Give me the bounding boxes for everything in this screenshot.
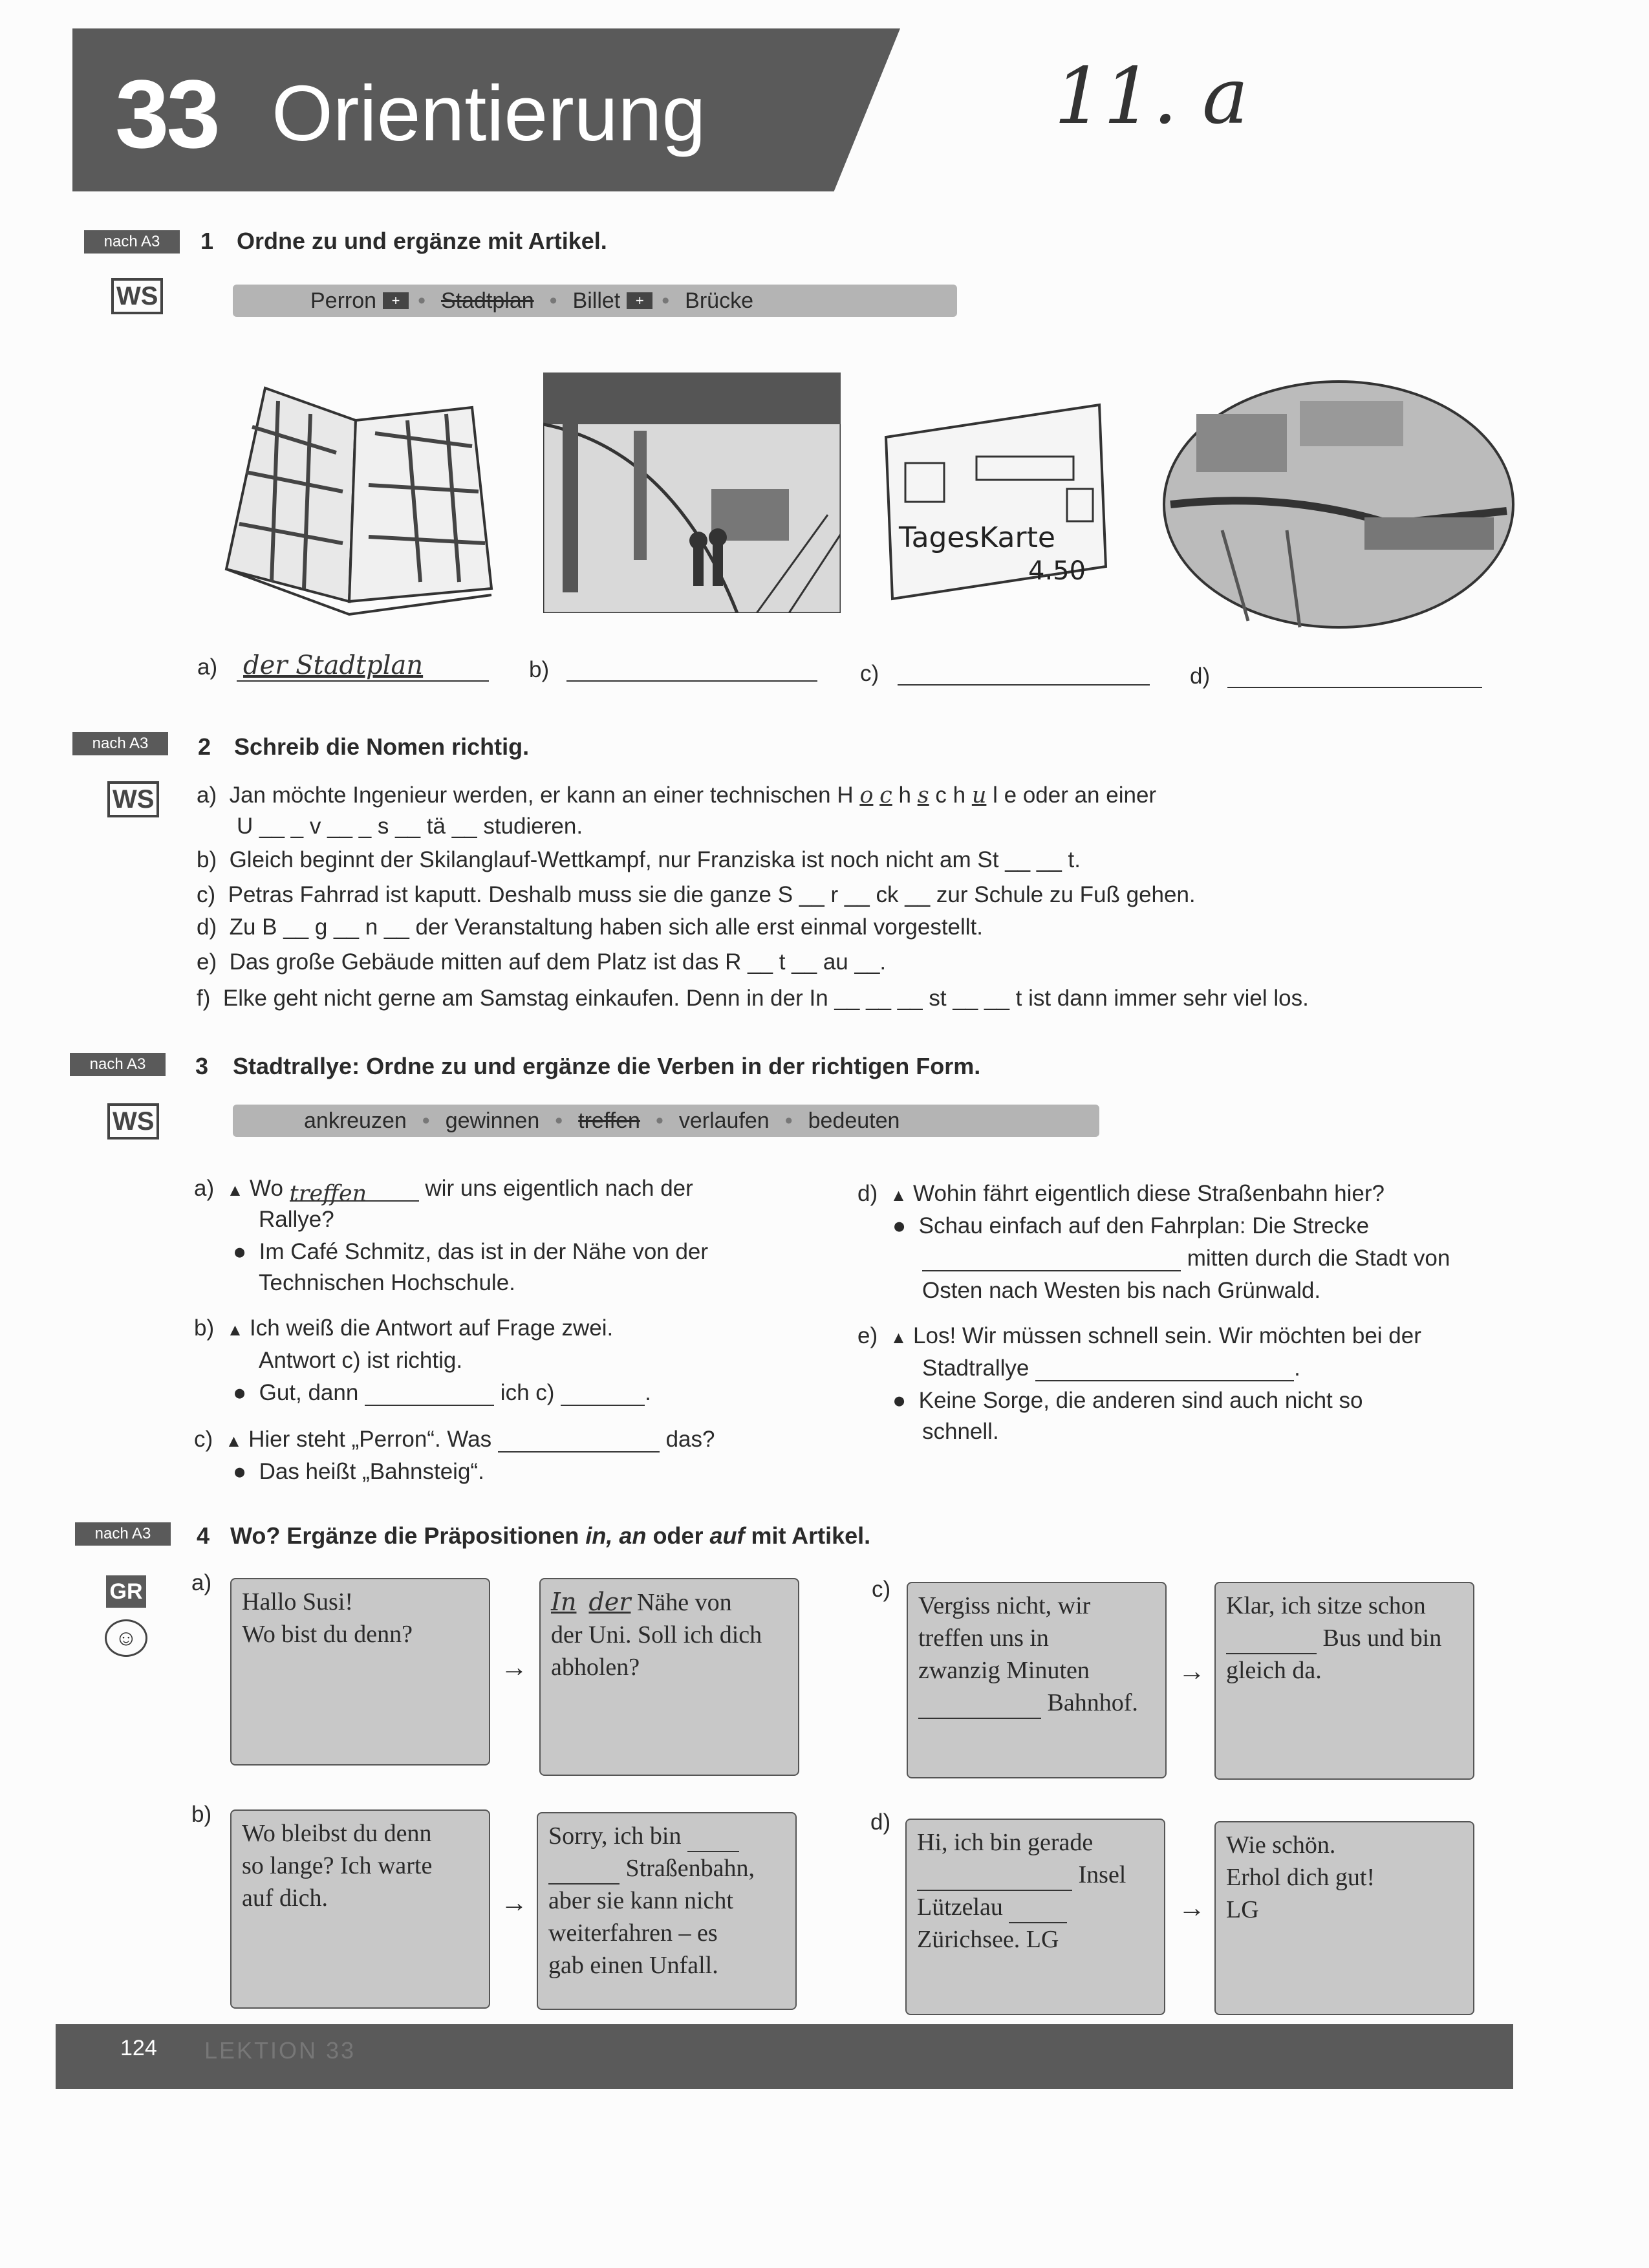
answer-label-c: c) bbox=[860, 661, 879, 686]
card-label-b: b) bbox=[191, 1802, 212, 1827]
dialog-b-question2: Antwort c) ist richtig. bbox=[259, 1348, 463, 1373]
exercise-instruction: Schreib die Nomen richtig. bbox=[234, 733, 530, 760]
exercise-number: 1 bbox=[200, 228, 214, 254]
answer-label-d: d) bbox=[1190, 664, 1211, 689]
day-ticket-illustration bbox=[879, 398, 1112, 612]
word-bar: ankreuzen • gewinnen • treffen • verlaufen • bedeuten bbox=[233, 1105, 1099, 1137]
flag-icon: + bbox=[383, 292, 409, 309]
dialog-a-reply2: Technischen Hochschule. bbox=[259, 1270, 515, 1295]
item-f: f) Elke geht nicht gerne am Samstag einkaufen. Denn in der In __ __ __ st __ __ t ist dann immer sehr viel los. bbox=[197, 986, 1309, 1011]
card-b-left: Wo bleibst du denn so lange? Ich warte auf dich. bbox=[230, 1809, 490, 2009]
dialog-e-question2: Stadtrallye . bbox=[922, 1355, 1300, 1381]
card-label-c: c) bbox=[872, 1577, 891, 1602]
answer-line-d[interactable] bbox=[1227, 687, 1482, 688]
dialog-c-reply: ● Das heißt „Bahnsteig“. bbox=[233, 1459, 484, 1484]
word: verlaufen bbox=[678, 1108, 770, 1133]
card-label-a: a) bbox=[191, 1570, 212, 1595]
arrow-icon: → bbox=[501, 1652, 528, 1682]
ticket-text: TagesKarte bbox=[899, 521, 1055, 554]
item-a-line1: a) Jan möchte Ingenieur werden, er kann an einer technischen H o c h s c h u l e oder an einer bbox=[197, 783, 1157, 808]
arrow-icon: → bbox=[501, 1887, 528, 1917]
word: bedeuten bbox=[808, 1108, 900, 1133]
nach-tag: nach A3 bbox=[72, 732, 168, 755]
dialog-b-reply: ● Gut, dann ich c) . bbox=[233, 1380, 651, 1405]
answer-a: der Stadtplan bbox=[243, 651, 424, 680]
word: gewinnen bbox=[445, 1108, 540, 1133]
word-bruecke: Brücke bbox=[685, 288, 753, 313]
exercise-number: 4 bbox=[197, 1522, 210, 1549]
answer-line-a[interactable] bbox=[237, 651, 489, 682]
word-billet: Billet bbox=[572, 288, 621, 313]
dialog-e-reply2: schnell. bbox=[922, 1419, 999, 1444]
answer-label-a: a) bbox=[197, 654, 218, 680]
word: treffen bbox=[578, 1108, 640, 1133]
card-a-left: Hallo Susi! Wo bist du denn? bbox=[230, 1578, 490, 1766]
dialog-b-question: b) ▲ Ich weiß die Antwort auf Frage zwei. bbox=[194, 1315, 614, 1341]
dialog-e-reply: ● Keine Sorge, die anderen sind auch nicht so bbox=[892, 1388, 1363, 1413]
train-platform-illustration bbox=[543, 373, 841, 613]
exercise-number: 2 bbox=[198, 733, 211, 760]
item-c: c) Petras Fahrrad ist kaputt. Deshalb muss sie die ganze S __ r __ ck __ zur Schule zu Fuß gehen. bbox=[197, 882, 1196, 907]
separator-dot: • bbox=[662, 288, 670, 313]
dialog-a-question2: Rallye? bbox=[259, 1207, 334, 1232]
nach-tag: nach A3 bbox=[84, 230, 180, 254]
item-b: b) Gleich beginnt der Skilanglauf-Wettkampf, nur Franziska ist noch nicht am St __ __ t. bbox=[197, 847, 1081, 872]
dialog-d-reply: ● Schau einfach auf den Fahrplan: Die Strecke bbox=[892, 1213, 1370, 1238]
ws-badge: WS bbox=[107, 1103, 159, 1139]
flag-icon: + bbox=[627, 292, 652, 309]
answer-line-c[interactable] bbox=[898, 684, 1150, 686]
page-number: 124 bbox=[120, 2036, 157, 2060]
bridge-illustration bbox=[1158, 375, 1520, 634]
answer-line-b[interactable] bbox=[566, 680, 817, 682]
item-a-line2: U __ _ v __ _ s __ tä __ studieren. bbox=[237, 814, 583, 839]
smiley-icon: ☺ bbox=[105, 1619, 147, 1657]
card-a-right: In der Nähe von der Uni. Soll ich dich abholen? bbox=[539, 1578, 799, 1776]
card-c-left: Vergiss nicht, wir treffen uns in zwanzig Minuten Bahnhof. bbox=[907, 1582, 1167, 1778]
answer-label-b: b) bbox=[529, 657, 550, 682]
class-note: 11. a bbox=[1054, 52, 1249, 142]
card-d-left: Hi, ich bin gerade Insel Lützelau Zürichsee. LG bbox=[905, 1819, 1165, 2015]
city-map-illustration bbox=[213, 375, 498, 621]
nach-tag: nach A3 bbox=[75, 1522, 171, 1546]
card-b-right: Sorry, ich bin Straßenbahn, aber sie kann nicht weiterfahren – es gab einen Unfall. bbox=[537, 1812, 797, 2010]
chapter-number: 33 bbox=[115, 59, 218, 168]
arrow-icon: → bbox=[1178, 1656, 1205, 1686]
card-label-d: d) bbox=[870, 1809, 891, 1835]
word-stadtplan: Stadtplan bbox=[440, 288, 534, 313]
card-c-right: Klar, ich sitze schon Bus und bin gleich da. bbox=[1214, 1582, 1474, 1780]
dialog-c-question: c) ▲ Hier steht „Perron“. Was das? bbox=[194, 1427, 715, 1452]
gr-badge: GR bbox=[106, 1575, 146, 1608]
nach-tag: nach A3 bbox=[70, 1053, 166, 1076]
exercise-instruction: Stadtrallye: Ordne zu und ergänze die Verben in der richtigen Form. bbox=[233, 1053, 981, 1079]
ws-badge: WS bbox=[107, 781, 159, 817]
exercise-instruction: Wo? Ergänze die Präpositionen in, an oder auf mit Artikel. bbox=[230, 1522, 871, 1549]
dialog-a-reply: ● Im Café Schmitz, das ist in der Nähe von der bbox=[233, 1239, 709, 1264]
dialog-d-reply2: mitten durch die Stadt von bbox=[922, 1246, 1450, 1271]
lesson-label: LEKTION 33 bbox=[204, 2037, 356, 2064]
arrow-icon: → bbox=[1178, 1892, 1205, 1923]
ws-badge: WS bbox=[111, 278, 163, 314]
dialog-d-reply3: Osten nach Westen bis nach Grünwald. bbox=[922, 1278, 1321, 1303]
card-d-right: Wie schön. Erhol dich gut! LG bbox=[1214, 1821, 1474, 2015]
word: ankreuzen bbox=[304, 1108, 407, 1133]
item-e: e) Das große Gebäude mitten auf dem Platz ist das R __ t __ au __. bbox=[197, 949, 887, 975]
word-perron: Perron bbox=[310, 288, 377, 313]
word-bar bbox=[233, 285, 957, 317]
ticket-price: 4.50 bbox=[1028, 556, 1086, 586]
dialog-e-question: e) ▲ Los! Wir müssen schnell sein. Wir möchten bei der bbox=[857, 1323, 1421, 1348]
exercise-number: 3 bbox=[195, 1053, 209, 1079]
separator-dot: • bbox=[549, 288, 557, 313]
dialog-a-question: a) ▲ Wo treffen wir uns eigentlich nach der bbox=[194, 1176, 693, 1207]
chapter-title: Orientierung bbox=[272, 69, 706, 157]
exercise-instruction: Ordne zu und ergänze mit Artikel. bbox=[237, 228, 607, 254]
dialog-d-question: d) ▲ Wohin fährt eigentlich diese Straßenbahn hier? bbox=[857, 1181, 1385, 1206]
separator-dot: • bbox=[418, 288, 426, 313]
item-d: d) Zu B __ g __ n __ der Veranstaltung haben sich alle erst einmal vorgestellt. bbox=[197, 914, 984, 940]
